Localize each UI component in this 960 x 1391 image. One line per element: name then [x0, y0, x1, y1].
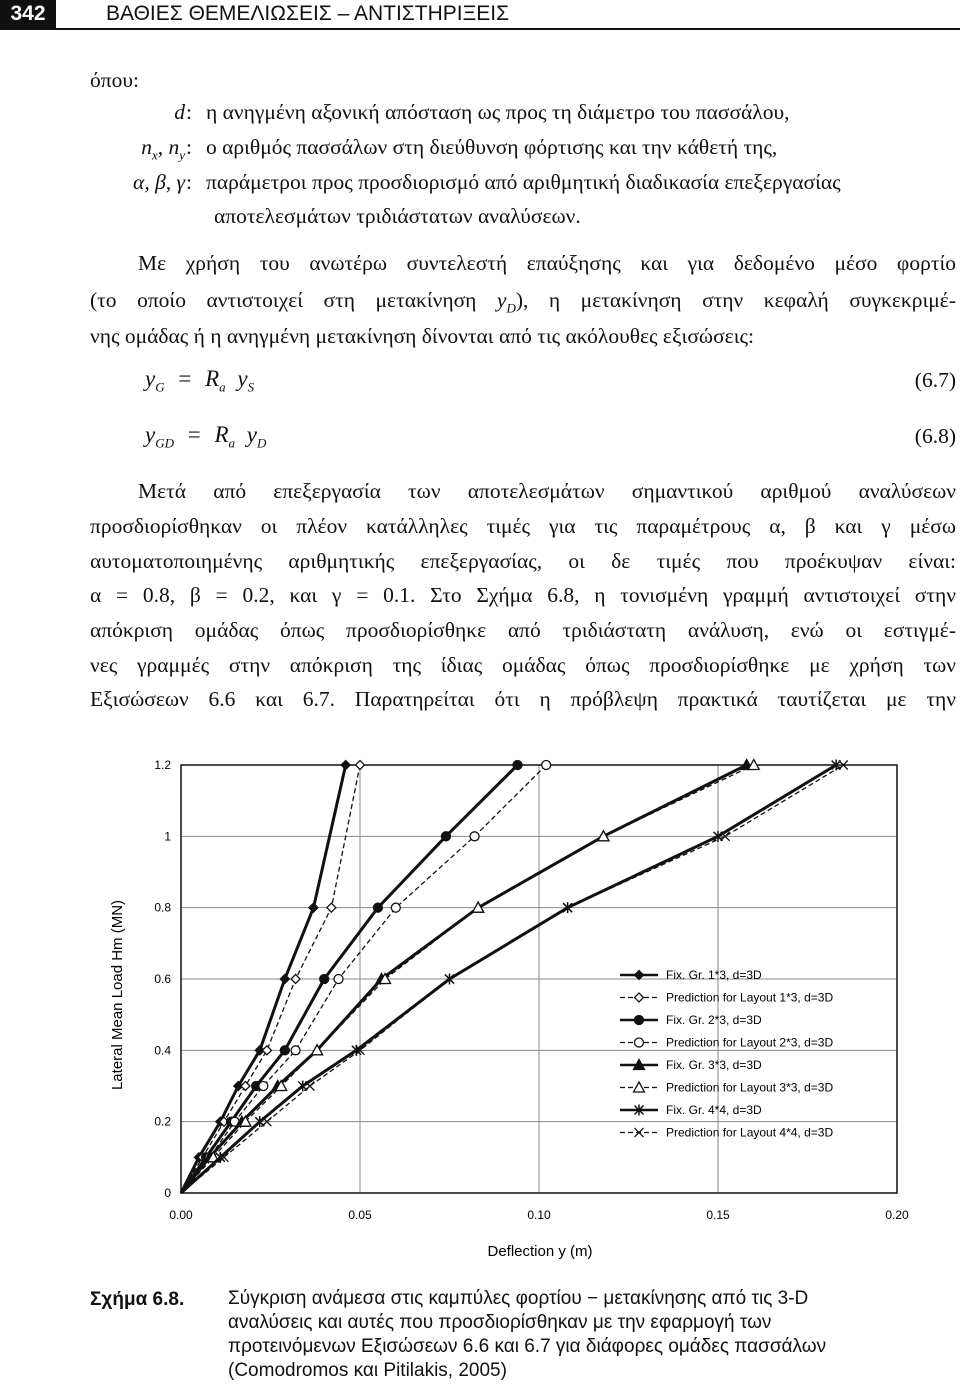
data-point [635, 1128, 644, 1137]
data-point [391, 903, 400, 912]
data-point [341, 761, 350, 770]
definition-d: η ανηγμένη αξονική απόσταση ως προς τη διάμετρο του πασσάλου, [206, 100, 790, 124]
data-point [320, 975, 329, 984]
x-tick-label: 0.00 [169, 1208, 193, 1222]
data-point [280, 1046, 289, 1055]
paragraph-2-line-3: αυτοματοποιημένης αριθμητικής επεξεργασίας, οι δε τιμές που προέκυψαν είναι: [90, 549, 956, 573]
x-tick-label: 0.20 [885, 1208, 909, 1222]
chart-legend [620, 968, 833, 1140]
legend-entry [620, 1036, 833, 1050]
data-point [470, 832, 479, 841]
y-tick-label: 1 [164, 829, 171, 844]
colon: : [186, 100, 192, 124]
equation-number-6-8: (6.8) [914, 424, 956, 448]
paragraph-1-line-2: (το οποίο αντιστοιχεί στη μετακίνηση $y_D$), η μετακίνηση στην κεφαλή συγκεκριμέ- [90, 288, 956, 316]
chapter-title: ΒΑΘΙΕΣ ΘΕΜΕΛΙΩΣΕΙΣ – ΑΝΤΙΣΤΗΡΙΞΕΙΣ [106, 2, 510, 25]
definition-n: ο αριθμός πασσάλων στη διεύθυνση φόρτισης και την κάθετή της, [206, 135, 778, 159]
symbol-nx-ny: $n_x$, $n_y$ [141, 135, 185, 163]
paragraph-2-line-4: α = 0.8, β = 0.2, και γ = 0.1. Στο Σχήμα 6.8, η τονισμένη γραμμή αντιστοιχεί στην [90, 583, 956, 607]
y-axis-label: Lateral Mean Load Hm (MN) [109, 899, 126, 1091]
legend-label: Prediction for Layout 1*3, d=3D [666, 990, 834, 1005]
data-point [635, 1016, 644, 1025]
figure-label: Σχήμα 6.8. [90, 1289, 185, 1310]
data-point [291, 975, 300, 984]
y-tick-label: 0.4 [154, 1043, 171, 1058]
legend-label: Fix. Gr. 1*3, d=3D [666, 968, 762, 982]
caption-line: (Comodromos και Pitilakis, 2005) [228, 1360, 507, 1381]
where-label: όπου: [90, 68, 139, 92]
legend-label: Fix. Gr. 3*3, d=3D [666, 1058, 762, 1072]
equation-6-7: $y_G = R_a$ $y_S$ [145, 366, 255, 395]
definition-parameters: παράμετροι προς προσδιορισμό από αριθμητική διαδικασία επεξεργασίας [206, 170, 841, 194]
legend-label: Prediction for Layout 4*4, d=3D [666, 1125, 834, 1140]
symbol-d: d [174, 100, 185, 124]
load-deflection-chart [100, 745, 960, 1270]
running-header [0, 0, 960, 30]
colon: : [186, 135, 192, 159]
data-point [356, 761, 365, 770]
paragraph-2-line-5: απόκριση ομάδας όπως προσδιορίσθηκε από τριδιάστατη ανάλυση, ενώ οι εστιγμέ- [90, 618, 956, 642]
data-point [309, 903, 318, 912]
legend-entry [620, 1013, 762, 1027]
data-point [291, 1046, 300, 1055]
caption-line: αναλύσεις και αυτές που προσδιορίσθηκαν με την εφαρμογή των [228, 1312, 772, 1333]
figure-caption [228, 1287, 948, 1383]
y-tick-label: 0.2 [154, 1114, 171, 1129]
legend-entry [620, 968, 762, 982]
data-point [635, 971, 644, 980]
legend-label: Prediction for Layout 3*3, d=3D [666, 1080, 834, 1095]
legend-label: Prediction for Layout 2*3, d=3D [666, 1035, 834, 1050]
paragraph-2-line-2: προσδιορίσθηκαν οι πλέον κατάλληλες τιμές για τις παραμέτρους α, β και γ μέσω [90, 514, 956, 538]
legend-entry [620, 1103, 762, 1117]
data-point [280, 975, 289, 984]
data-point [635, 993, 644, 1002]
equation-number-6-7: (6.7) [914, 368, 956, 392]
data-point [542, 761, 551, 770]
page-number: 342 [0, 0, 56, 28]
legend-label: Fix. Gr. 4*4, d=3D [666, 1103, 762, 1117]
legend-entry [620, 1081, 833, 1095]
x-tick-label: 0.05 [348, 1208, 372, 1222]
legend-entry [620, 1058, 762, 1072]
y-tick-label: 1.2 [154, 758, 171, 772]
caption-line: προτεινόμενων Εξισώσεων 6.6 και 6.7 για διάφορες ομάδες πασσάλων [228, 1336, 827, 1357]
paragraph-1-line-1: Με χρήση του ανωτέρω συντελεστή επαύξησης και για δεδομένο μέσο φορτίο [138, 251, 956, 275]
data-point [262, 1046, 271, 1055]
x-tick-label: 0.15 [706, 1208, 730, 1222]
equation-6-8: $y_{GD} = R_a$ $y_D$ [145, 422, 267, 451]
y-tick-label: 0.6 [154, 972, 171, 986]
data-point [327, 903, 336, 912]
data-point [441, 832, 450, 841]
data-point [513, 761, 522, 770]
data-point [373, 903, 382, 912]
symbol-alpha-beta-gamma: α, β, γ [133, 170, 185, 194]
caption-line: Σύγκριση ανάμεσα στις καμπύλες φορτίου − μετακίνησης από τις 3-D [228, 1288, 809, 1309]
y-tick-label: 0.8 [154, 900, 171, 915]
data-point [334, 975, 343, 984]
series-3 [181, 761, 522, 1194]
paragraph-1-line-3: νης ομάδας ή η ανηγμένη μετακίνηση δίνονται από τις ακόλουθες εξισώσεις: [90, 324, 754, 348]
definition-parameters-continued: αποτελεσμάτων τριδιάστατων αναλύσεων. [214, 204, 581, 228]
data-point [635, 1038, 644, 1047]
x-axis-label: Deflection y (m) [487, 1243, 593, 1260]
colon: : [186, 170, 192, 194]
legend-label: Fix. Gr. 2*3, d=3D [666, 1013, 762, 1027]
data-point [259, 1082, 268, 1091]
y-tick-label: 0 [164, 1186, 171, 1200]
paragraph-2-line-6: νες γραμμές στην απόκριση της ίδιας ομάδας όπως προσδιορίσθηκε με χρήση των [90, 653, 956, 677]
data-point [241, 1082, 250, 1091]
paragraph-2-line-7: Εξισώσεων 6.6 και 6.7. Παρατηρείται ότι η πρόβλεψη πρακτικά ταυτίζεται με την [90, 687, 956, 711]
x-tick-label: 0.10 [527, 1208, 551, 1222]
legend-entry [620, 991, 833, 1005]
paragraph-2-line-1: Μετά από επεξεργασία των αποτελεσμάτων σημαντικού αριθμού αναλύσεων [138, 479, 956, 503]
legend-entry [620, 1126, 833, 1140]
data-point [634, 1082, 645, 1092]
